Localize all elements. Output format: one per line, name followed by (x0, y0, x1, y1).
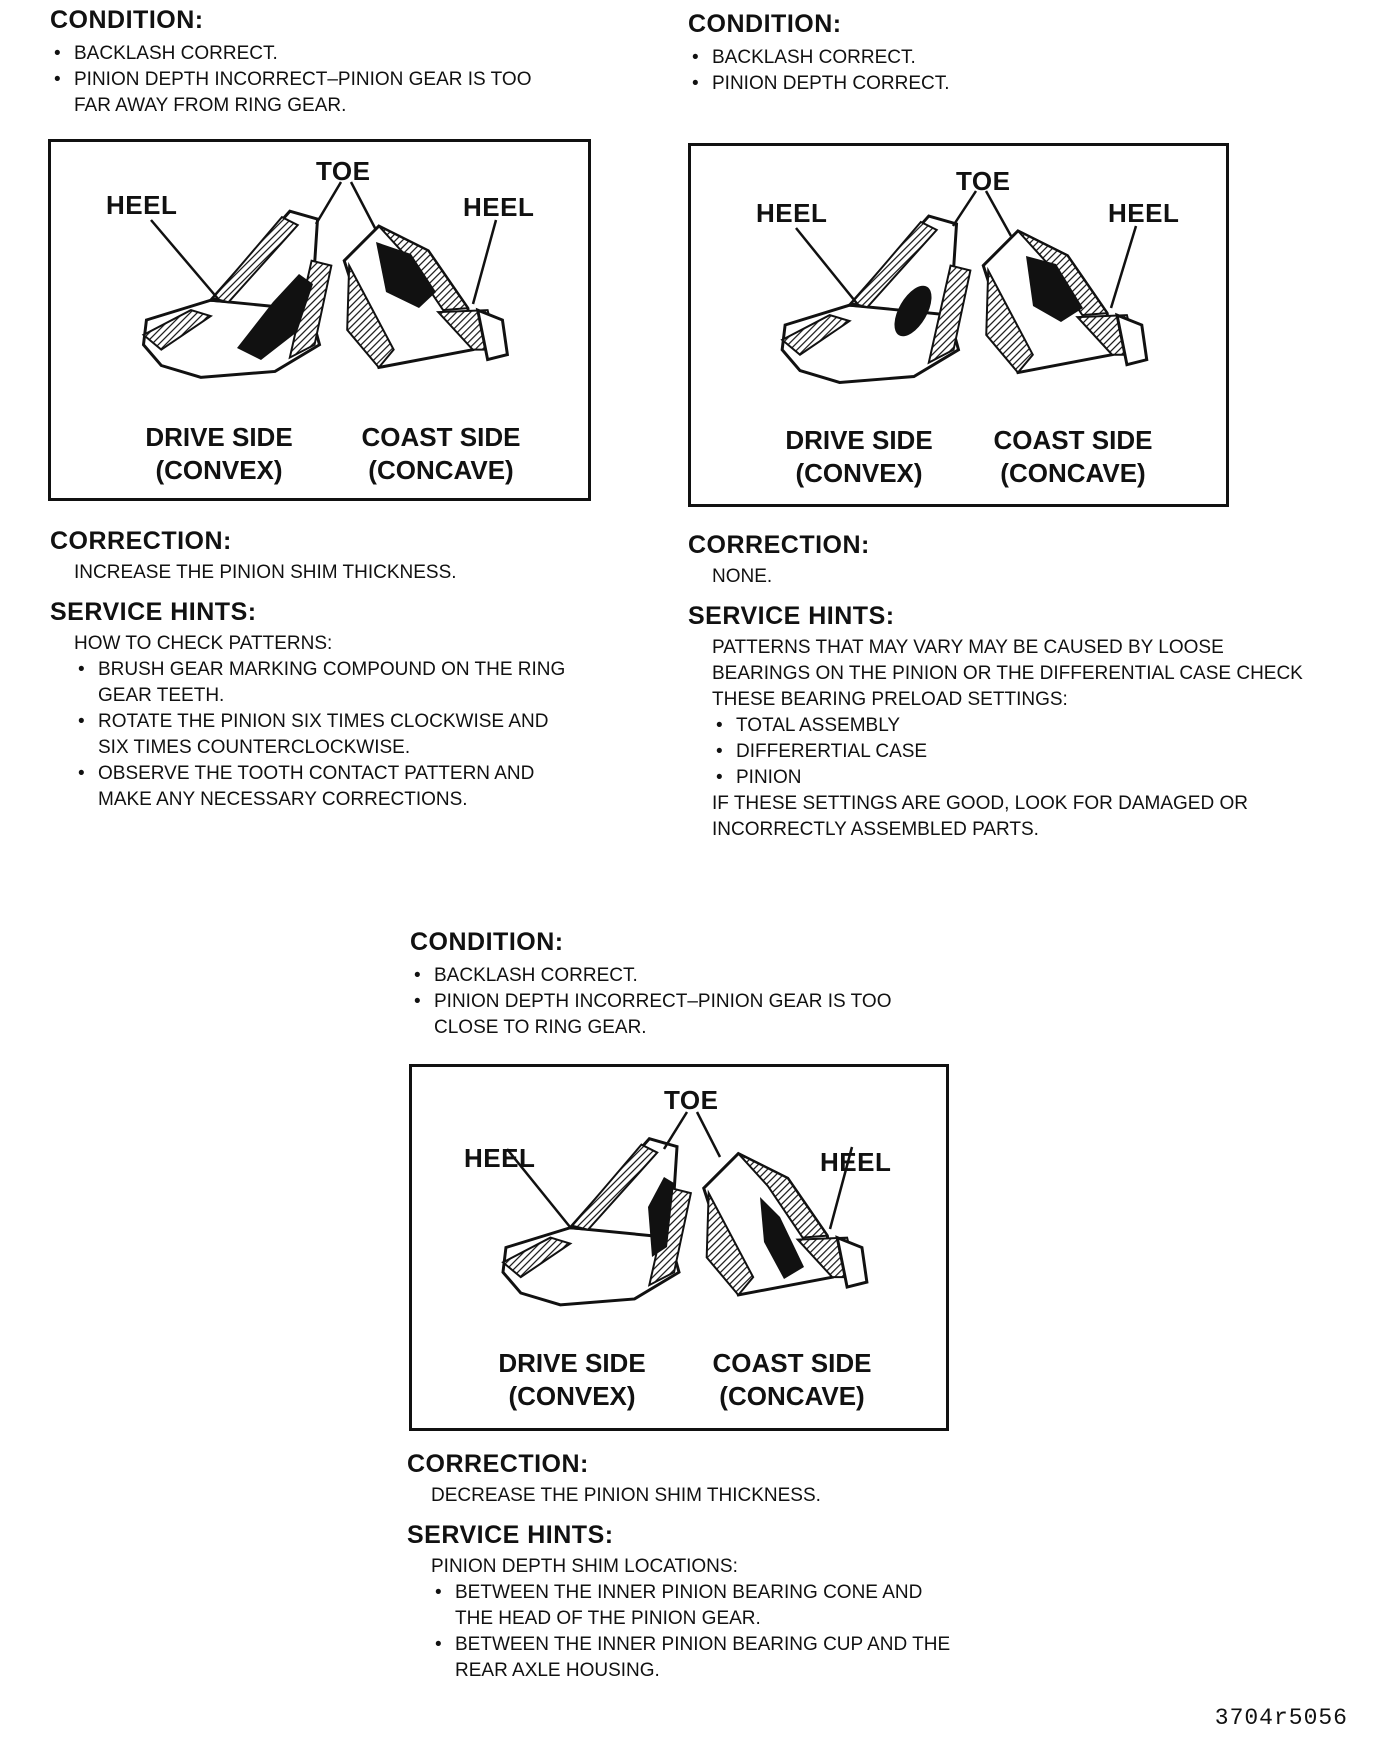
condition-item: • BACKLASH CORRECT. (692, 47, 916, 68)
correction-heading: CORRECTION: (407, 1450, 589, 1478)
hints-list (74, 657, 574, 813)
figure-id: 3704r5056 (1214, 1705, 1348, 1731)
panel-2-correction (688, 531, 1328, 843)
hint-item: • PINION (716, 767, 802, 788)
condition-item: • PINION DEPTH INCORRECT–PINION GEAR IS TOO FAR AWAY FROM RING GEAR. (54, 69, 532, 116)
hints-intro: HOW TO CHECK PATTERNS: (74, 633, 333, 654)
condition-list (688, 45, 1328, 97)
condition-list (50, 41, 570, 119)
heel-label-right: HEEL (1108, 198, 1180, 228)
gear-pattern-diagram (48, 139, 591, 501)
condition-heading: CONDITION: (50, 6, 204, 34)
coast-side-caption: COAST SIDE (CONCAVE) (993, 425, 1153, 488)
coast-side-caption: COAST SIDE (CONCAVE) (361, 422, 521, 485)
hints-list (431, 1580, 951, 1684)
coast-side-caption: COAST SIDE (CONCAVE) (712, 1348, 872, 1411)
heel-label-left: HEEL (756, 198, 828, 228)
condition-item: • PINION DEPTH CORRECT. (692, 73, 950, 94)
service-hints-heading: SERVICE HINTS: (688, 602, 895, 630)
hint-item: • OBSERVE THE TOOTH CONTACT PATTERN AND MAKE ANY NECESSARY CORRECTIONS. (78, 763, 535, 810)
hints-intro: PATTERNS THAT MAY VARY MAY BE CAUSED BY LOOSE BEARINGS ON THE PINION OR THE DIFFERENTIAL CASE CHECK THESE BEARING PRELOAD SETTINGS: (712, 637, 1303, 710)
hints-outro: IF THESE SETTINGS ARE GOOD, LOOK FOR DAMAGED OR INCORRECTLY ASSEMBLED PARTS. (712, 793, 1248, 840)
hint-item: • DIFFERERTIAL CASE (716, 741, 928, 762)
hints-intro: PINION DEPTH SHIM LOCATIONS: (431, 1556, 738, 1577)
correction-text: INCREASE THE PINION SHIM THICKNESS. (74, 562, 457, 583)
heel-label-right: HEEL (820, 1147, 892, 1177)
service-hints-heading: SERVICE HINTS: (407, 1521, 614, 1549)
correction-heading: CORRECTION: (50, 527, 232, 555)
correction-text: DECREASE THE PINION SHIM THICKNESS. (431, 1485, 821, 1506)
correction-text: NONE. (712, 566, 773, 587)
gear-pattern-diagram (409, 1064, 949, 1431)
hint-item: • BRUSH GEAR MARKING COMPOUND ON THE RING GEAR TEETH. (78, 659, 566, 706)
panel-pinion-too-far (50, 6, 610, 119)
condition-item: • PINION DEPTH INCORRECT–PINION GEAR IS TOO CLOSE TO RING GEAR. (414, 991, 892, 1038)
condition-item: • BACKLASH CORRECT. (54, 43, 278, 64)
heel-label-left: HEEL (464, 1143, 536, 1173)
panel-pinion-too-close (410, 928, 970, 1041)
heel-label-right: HEEL (463, 192, 535, 222)
gear-pattern-diagram (688, 143, 1229, 507)
panel-1-correction (50, 527, 610, 813)
drive-side-caption: DRIVE SIDE (CONVEX) (145, 422, 293, 485)
hint-item: • TOTAL ASSEMBLY (716, 715, 901, 736)
drive-side-caption: DRIVE SIDE (CONVEX) (785, 425, 933, 488)
correction-heading: CORRECTION: (688, 531, 870, 559)
condition-item: • BACKLASH CORRECT. (414, 965, 638, 986)
hints-list (712, 713, 1328, 791)
panel-3-correction (407, 1450, 1007, 1684)
drive-side-caption: DRIVE SIDE (CONVEX) (498, 1348, 646, 1411)
panel-pinion-correct (688, 10, 1328, 97)
heel-label-left: HEEL (106, 190, 178, 220)
hint-item: • BETWEEN THE INNER PINION BEARING CUP AND THE REAR AXLE HOUSING. (435, 1634, 951, 1681)
condition-heading: CONDITION: (410, 928, 564, 956)
hint-item: • ROTATE THE PINION SIX TIMES CLOCKWISE AND SIX TIMES COUNTERCLOCKWISE. (78, 711, 549, 758)
condition-list (410, 963, 930, 1041)
service-hints-heading: SERVICE HINTS: (50, 598, 257, 626)
toe-label: TOE (664, 1085, 719, 1115)
hint-item: • BETWEEN THE INNER PINION BEARING CONE AND THE HEAD OF THE PINION GEAR. (435, 1582, 923, 1629)
toe-label: TOE (956, 166, 1011, 196)
toe-label: TOE (316, 156, 371, 186)
condition-heading: CONDITION: (688, 10, 842, 38)
